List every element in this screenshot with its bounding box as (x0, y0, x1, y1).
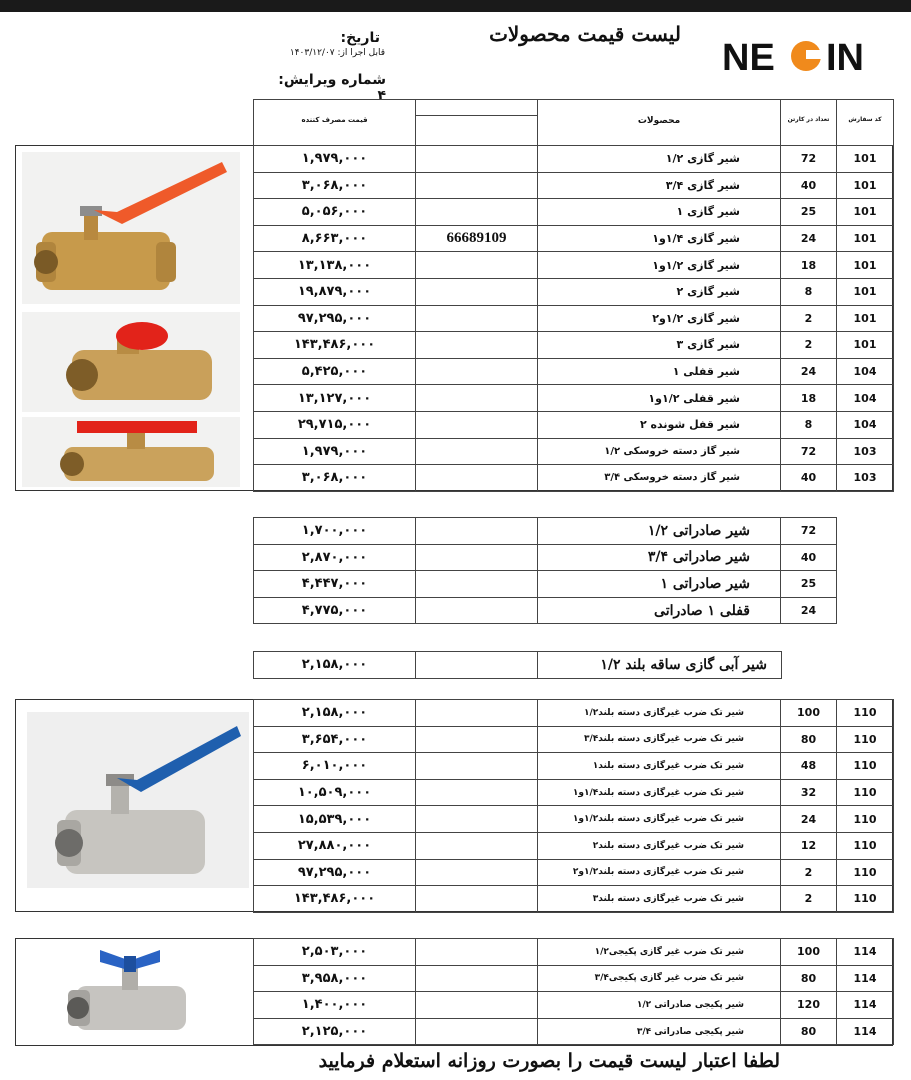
table-row (254, 992, 894, 1019)
table-row (254, 753, 894, 780)
table-row (254, 597, 837, 624)
product-cell: شیر صادراتی ۱/۲ (538, 518, 781, 545)
product-cell: شیر گازی ۱/۴و۱ (538, 225, 781, 252)
carton-cell: 100 (781, 700, 837, 727)
phone-number: 66689109 (416, 225, 538, 252)
section-package-table (253, 938, 894, 1045)
carton-cell: 48 (781, 753, 837, 780)
code-cell: 110 (837, 886, 894, 913)
carton-cell: 2 (781, 332, 837, 359)
section-long-handle-table (253, 699, 894, 913)
table-row (254, 146, 894, 173)
table-row (254, 806, 894, 833)
product-cell: شیر قفل شونده ۲ (538, 411, 781, 438)
price-cell: ۸,۶۶۳,۰۰۰ (254, 225, 416, 252)
table-row (254, 859, 894, 886)
code-cell: 110 (837, 806, 894, 833)
price-cell: ۲۹,۷۱۵,۰۰۰ (254, 411, 416, 438)
table-row (254, 965, 894, 992)
table-row (254, 652, 782, 679)
svg-text:IN: IN (826, 37, 864, 79)
table-row (254, 939, 894, 966)
section-long-stem-table (253, 651, 782, 679)
code-cell: 101 (837, 332, 894, 359)
product-cell: شیر تک ضرب غیر گازی پکیجی۳/۴ (538, 965, 781, 992)
carton-cell: 32 (781, 779, 837, 806)
table-row (254, 518, 837, 545)
price-cell: ۲۷,۸۸۰,۰۰۰ (254, 832, 416, 859)
table-row (254, 544, 837, 571)
price-cell: ۱۴۳,۴۸۶,۰۰۰ (254, 886, 416, 913)
effective-date: قابل اجرا از: ۱۴۰۳/۱۲/۰۷ (289, 48, 385, 58)
price-cell: ۱۵,۵۳۹,۰۰۰ (254, 806, 416, 833)
carton-cell: 24 (781, 358, 837, 385)
product-cell: شیر قفلی ۱/۲و۱ (538, 385, 781, 412)
product-cell: شیر گازی ۱/۲و۱ (538, 252, 781, 279)
price-cell: ۵,۴۲۵,۰۰۰ (254, 358, 416, 385)
carton-cell: 18 (781, 252, 837, 279)
carton-cell: 8 (781, 278, 837, 305)
code-cell: 103 (837, 465, 894, 492)
price-cell: ۱۴۳,۴۸۶,۰۰۰ (254, 332, 416, 359)
code-cell: 101 (837, 305, 894, 332)
table-row (254, 358, 894, 385)
price-cell: ۱,۹۷۹,۰۰۰ (254, 438, 416, 465)
price-cell: ۱۰,۵۰۹,۰۰۰ (254, 779, 416, 806)
table-row (254, 278, 894, 305)
carton-cell: 18 (781, 385, 837, 412)
code-cell: 104 (837, 385, 894, 412)
price-cell: ۲,۱۵۸,۰۰۰ (254, 700, 416, 727)
carton-column-header: تعداد در کارتن (781, 116, 837, 146)
carton-cell: 40 (781, 465, 837, 492)
product-cell: شیر صادراتی ۳/۴ (538, 544, 781, 571)
code-column-header: کد سفارش (837, 116, 894, 146)
section-export-valves-table (253, 517, 837, 624)
carton-cell: 2 (781, 886, 837, 913)
product-cell: شیر گازی ۳/۴ (538, 172, 781, 199)
table-row (254, 571, 837, 598)
carton-cell: 100 (781, 939, 837, 966)
product-cell: شیر گازی ۱ (538, 199, 781, 226)
carton-cell: 24 (781, 225, 837, 252)
product-cell: قفلی ۱ صادراتی (538, 597, 781, 624)
gas-valve-red-knob-image (22, 312, 240, 412)
negin-logo (722, 30, 892, 82)
table-row (254, 172, 894, 199)
table-row (254, 886, 894, 913)
code-cell: 110 (837, 753, 894, 780)
price-cell: ۹۷,۲۹۵,۰۰۰ (254, 305, 416, 332)
code-cell: 101 (837, 278, 894, 305)
product-cell: شیر پکیجی صادراتی ۳/۴ (538, 1018, 781, 1045)
code-cell: 114 (837, 965, 894, 992)
date-label: تاریخ: (340, 30, 380, 46)
price-cell: ۵,۰۵۶,۰۰۰ (254, 199, 416, 226)
code-cell: 110 (837, 779, 894, 806)
code-cell: 110 (837, 700, 894, 727)
top-bar (0, 0, 911, 12)
price-cell: ۱۹,۸۷۹,۰۰۰ (254, 278, 416, 305)
code-cell: 104 (837, 411, 894, 438)
code-cell: 103 (837, 438, 894, 465)
price-cell: ۶,۰۱۰,۰۰۰ (254, 753, 416, 780)
product-column-header: محصولات (538, 116, 781, 146)
product-cell: شیر آبی گازی ساقه بلند ۱/۲ (538, 652, 782, 679)
price-cell: ۲,۱۵۸,۰۰۰ (254, 652, 416, 679)
column-header (253, 99, 894, 146)
carton-cell: 2 (781, 305, 837, 332)
carton-cell: 80 (781, 726, 837, 753)
table-row (254, 438, 894, 465)
price-cell: ۱۳,۱۲۷,۰۰۰ (254, 385, 416, 412)
price-cell: ۴,۴۴۷,۰۰۰ (254, 571, 416, 598)
product-cell: شیر تک ضرب غیرگازی دسته بلند۱/۴و۱ (538, 779, 781, 806)
price-cell: ۱۳,۱۳۸,۰۰۰ (254, 252, 416, 279)
product-cell: شیر تک ضرب غیرگازی دسته بلند۲ (538, 832, 781, 859)
package-valve-blue-butterfly-image (60, 942, 200, 1042)
table-row (254, 832, 894, 859)
gas-valve-red-tee-image (22, 417, 240, 487)
gas-valve-orange-image (22, 152, 240, 304)
table-row (254, 252, 894, 279)
product-cell: شیر گاز دسته خروسکی ۳/۴ (538, 465, 781, 492)
carton-cell: 40 (781, 544, 837, 571)
table-row (254, 779, 894, 806)
product-cell: شیر تک ضرب غیرگازی دسته بلند۳ (538, 886, 781, 913)
code-cell: 104 (837, 358, 894, 385)
carton-cell: 120 (781, 992, 837, 1019)
price-cell: ۳,۶۵۴,۰۰۰ (254, 726, 416, 753)
price-column-header: قیمت مصرف کننده (254, 116, 416, 146)
product-cell: شیر گازی ۲ (538, 278, 781, 305)
carton-cell: 72 (781, 518, 837, 545)
code-cell: 114 (837, 992, 894, 1019)
code-cell: 101 (837, 199, 894, 226)
price-cell: ۴,۷۷۵,۰۰۰ (254, 597, 416, 624)
page-title: لیست قیمت محصولات (489, 22, 681, 46)
price-cell: ۱,۷۰۰,۰۰۰ (254, 518, 416, 545)
product-cell: شیر پکیجی صادراتی ۱/۲ (538, 992, 781, 1019)
carton-cell: 25 (781, 199, 837, 226)
product-cell: شیر تک ضرب غیرگازی دسته بلند۱/۲ (538, 700, 781, 727)
code-cell: 101 (837, 252, 894, 279)
table-row (254, 726, 894, 753)
code-cell: 110 (837, 726, 894, 753)
code-cell: 110 (837, 859, 894, 886)
carton-cell: 8 (781, 411, 837, 438)
price-cell: ۱,۹۷۹,۰۰۰ (254, 146, 416, 173)
product-cell: شیر تک ضرب غیرگازی دسته بلند۳/۴ (538, 726, 781, 753)
product-cell: شیر گاز دسته خروسکی ۱/۲ (538, 438, 781, 465)
product-cell: شیر تک ضرب غیرگازی دسته بلند۱ (538, 753, 781, 780)
carton-cell: 80 (781, 965, 837, 992)
product-cell: شیر گازی ۳ (538, 332, 781, 359)
svg-text:NE: NE (722, 37, 775, 79)
price-cell: ۳,۰۶۸,۰۰۰ (254, 172, 416, 199)
carton-cell: 12 (781, 832, 837, 859)
carton-cell: 72 (781, 438, 837, 465)
code-cell: 101 (837, 146, 894, 173)
product-cell: شیر گازی ۱/۲ (538, 146, 781, 173)
code-cell: 101 (837, 172, 894, 199)
code-cell: 114 (837, 1018, 894, 1045)
product-cell: شیر گازی ۱/۲و۲ (538, 305, 781, 332)
table-row (254, 411, 894, 438)
carton-cell: 24 (781, 806, 837, 833)
code-cell: 101 (837, 225, 894, 252)
table-row (254, 225, 894, 252)
revision-number: شماره ویرایش: ۴ (278, 72, 386, 104)
product-cell: شیر تک ضرب غیرگازی دسته بلند۱/۲و۱ (538, 806, 781, 833)
carton-cell: 40 (781, 172, 837, 199)
price-cell: ۹۷,۲۹۵,۰۰۰ (254, 859, 416, 886)
product-cell: شیر تک ضرب غیرگازی دسته بلند۱/۲و۲ (538, 859, 781, 886)
price-cell: ۲,۱۲۵,۰۰۰ (254, 1018, 416, 1045)
carton-cell: 72 (781, 146, 837, 173)
price-cell: ۱,۴۰۰,۰۰۰ (254, 992, 416, 1019)
product-cell: شیر قفلی ۱ (538, 358, 781, 385)
code-cell: 114 (837, 939, 894, 966)
table-row (254, 332, 894, 359)
phone-cell (416, 146, 538, 173)
product-cell: شیر تک ضرب غیر گازی پکیجی۱/۲ (538, 939, 781, 966)
section-gas-valves-table (253, 145, 894, 492)
table-row (254, 385, 894, 412)
price-cell: ۲,۸۷۰,۰۰۰ (254, 544, 416, 571)
code-cell: 110 (837, 832, 894, 859)
carton-cell: 80 (781, 1018, 837, 1045)
table-row (254, 199, 894, 226)
table-row (254, 700, 894, 727)
table-row (254, 1018, 894, 1045)
price-cell: ۳,۰۶۸,۰۰۰ (254, 465, 416, 492)
price-cell: ۳,۹۵۸,۰۰۰ (254, 965, 416, 992)
carton-cell: 2 (781, 859, 837, 886)
table-row (254, 465, 894, 492)
footer-note: لطفا اعتبار لیست قیمت را بصورت روزانه استعلام فرمایید (318, 1050, 780, 1072)
carton-cell: 25 (781, 571, 837, 598)
water-valve-blue-lever-image (27, 712, 249, 888)
carton-cell: 24 (781, 597, 837, 624)
price-cell: ۲,۵۰۳,۰۰۰ (254, 939, 416, 966)
table-row (254, 305, 894, 332)
product-cell: شیر صادراتی ۱ (538, 571, 781, 598)
